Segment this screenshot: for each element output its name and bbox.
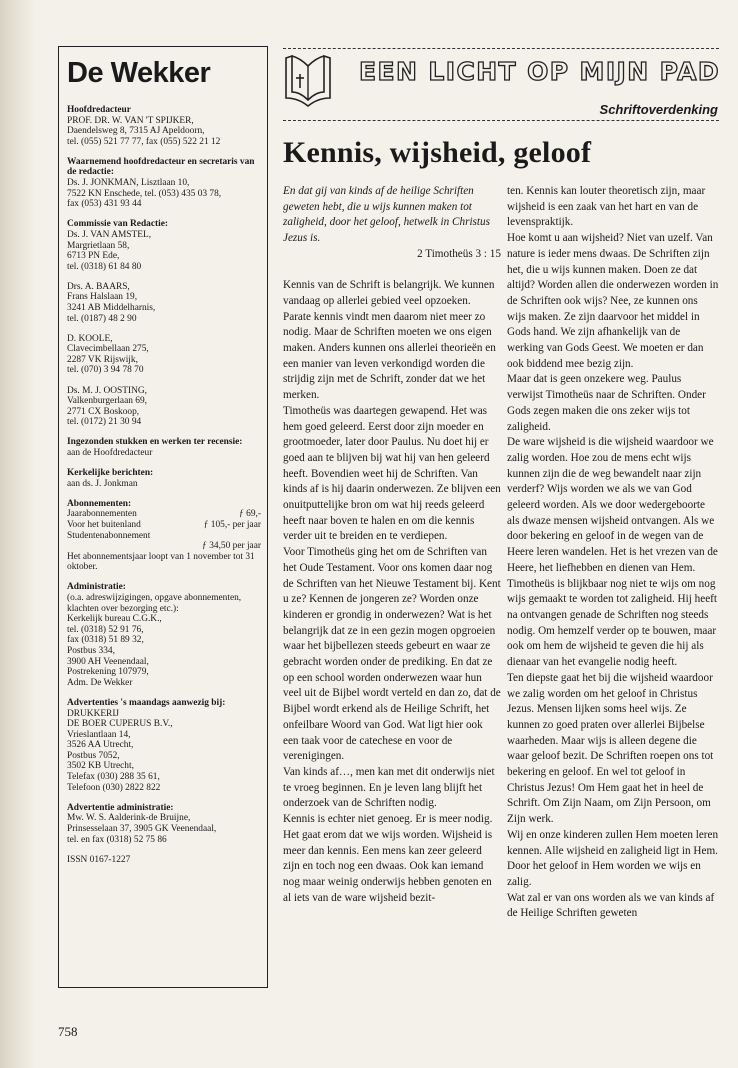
colophon-heading: Abonnementen: (67, 498, 132, 509)
paragraph: Ten diepste gaat het bij die wijsheid waardoor we zalig worden om het geloof in Christus Jezus. Mensen lijken soms heel wijs. Ze kunnen zo goed praten over allerlei Bijbelse waarheden. Maar wijs is alleen degene die waar geloof bezit. De Schriften roepen ons tot bekering en geloof. En wel tot geloof in Christus Jezus! Om Hem gaat het in heel de Schrift. Om Zijn Naam, om Zijn Persoon, om Zijn werk. (507, 671, 714, 826)
scripture-reference: 2 Timotheüs 3 : 15 (417, 247, 501, 260)
paragraph: De ware wijsheid is die wijsheid waardoor we zalig worden. Hoe zou de mens echt wijs kunnen zijn die de weg bewandelt naar zijn verderf? Wijs worden we als we van God geleerd worden. Als we door wedergeboorte als dwaze mensen wijsheid ontvangen. Als we door bekering en geloof in de wegen van de Heere leren wandelen. Het is het vrezen van de Heere, het liefhebben en dienen van Hem. (507, 436, 718, 574)
colophon-line: fax (053) 431 93 44 (67, 199, 142, 210)
colophon-section (67, 855, 261, 866)
colophon-line: tel. (0318) 52 91 76, (67, 624, 144, 635)
colophon-line: Margrietlaan 58, (67, 240, 130, 251)
colophon-line: Telefax (030) 288 35 61, (67, 772, 160, 783)
paragraph: Hoe komt u aan wijsheid? Niet van uzelf. Van nature is ieder mens dwaas. De Schriften zijn het, die u wijs kunnen maken. Doen ze dat altijd? Worden allen die onderwezen worden in de Schriften ook wijs? Nee, ze kunnen ons wijs maken. Ze zijn daarvoor het middel in Gods hand. We zijn afhankelijk van de werking van Gods Geest. We moeten er dan ook biddend mee bezig zijn. (507, 232, 719, 370)
colophon-line: Ds. M. J. OOSTING, (67, 385, 147, 396)
colophon-line: 2771 CX Boskoop, (67, 406, 140, 417)
colophon-line: aan ds. J. Jonkman (67, 478, 138, 489)
paragraph: Van kinds af…, men kan met dit onderwijs niet te vroeg beginnen. En je leven lang blijft het onderzoek van de Schriften nodig. (283, 766, 495, 810)
colophon-line: DRUKKERIJ (67, 708, 120, 719)
colophon-line: Valkenburgerlaan 69, (67, 396, 148, 407)
colophon-line: Postrekening 107979, (67, 667, 149, 678)
paragraph: Timotheüs is blijkbaar nog niet te wijs om nog wijs gemaakt te worden tot zaligheid. Hij heeft na ontvangen genade de Schriften nog steeds nodig. Om hemzelf verder op te bouwen, maar ook om hem de wijsheid te geven die hij als dienaar van het evangelie nodig heeft. (507, 577, 718, 669)
colophon-line: tel. (055) 521 77 77, fax (055) 522 21 12 (67, 136, 221, 147)
colophon-section (67, 334, 261, 376)
colophon-line: Kerkelijk bureau C.G.K., (67, 614, 162, 625)
subscription-price: ƒ 34,50 per jaar (202, 541, 261, 552)
paragraph: Timotheüs was daartegen gewapend. Het was hem goed geleerd. Eerst door zijn moeder en grootmoeder, later door Paulus. Nu doet hij er goed aan te blijven bij wat hij van hen geleerd heeft. Bovendien weet hij de Schriften. Van kinds af is hij daarin onderwezen. Ze blijven een onuitputtelijke bron om wat hij reeds geleerd heeft naar boven te halen en om die kennis verder uit te breiden en te verdiepen. (283, 404, 501, 543)
masthead-title: De Wekker (67, 57, 211, 89)
colophon-line: Clavecimbellaan 275, (67, 344, 149, 355)
subscription-note: Het abonnementsjaar loopt van 1 november tot 31 oktober. (67, 551, 255, 573)
colophon-line: Ds. J. VAN AMSTEL, (67, 229, 152, 240)
colophon-line: tel. (0318) 61 84 80 (67, 261, 142, 272)
banner-top-rule (283, 48, 719, 49)
colophon-section (67, 157, 261, 210)
article-column-1 (283, 184, 501, 906)
colophon-line: Postbus 334, (67, 646, 115, 657)
paragraph: Kennis is echter niet genoeg. Er is meer nodig. Het gaat erom dat we wijs worden. Wijsheid is meer dan kennis. Een mens kan zeer geleerd zijn en toch nog een dwaas. Ook kan iemand nog maar weinig onderwijs hebben genoten en al iets van de ware wijsheid bezit- (283, 813, 493, 904)
colophon-line: 2287 VK Rijswijk, (67, 354, 138, 365)
colophon-heading: Advertenties 's maandags aanwezig bij: (67, 697, 226, 708)
page-number: 758 (58, 1024, 78, 1039)
colophon-line: 3900 AH Veenendaal, (67, 656, 149, 667)
colophon-section (67, 437, 261, 458)
colophon-section (67, 468, 261, 489)
colophon-line: Postbus 7052, (67, 750, 120, 761)
colophon-line: 3502 KB Utrecht, (67, 761, 134, 772)
subscription-label: Voor het buitenland (67, 520, 141, 530)
colophon-line: Daendelsweg 8, 7315 AJ Apeldoorn, (67, 126, 205, 137)
colophon-line: 3241 AB Middelharnis, (67, 303, 156, 313)
colophon-section (67, 803, 261, 845)
article-column-2 (507, 184, 719, 922)
colophon-line: 3526 AA Utrecht, (67, 740, 134, 751)
colophon-line: Frans Halslaan 19, (67, 292, 138, 303)
paragraph: ten. Kennis kan louter theoretisch zijn, maar wijsheid is een zaak van het hart en van de levenspraktijk. (507, 185, 706, 229)
colophon-heading: Advertentie administratie: (67, 802, 174, 813)
colophon-line: Ds. J. JONKMAN, Lisztlaan 10, (67, 178, 190, 189)
colophon-line: 7522 KN Enschede, tel. (053) 435 03 78, (67, 188, 222, 199)
colophon-section (67, 282, 261, 324)
colophon-line: tel. (0172) 21 30 94 (67, 417, 142, 428)
colophon-line: Adm. De Wekker (67, 677, 133, 688)
paragraph: Kennis van de Schrift is belangrijk. We kunnen vandaag op allerlei gebied veel opzoeken. Parate kennis vindt men daarom niet meer zo nodig. Maar de Schriften moeten we ons eigen maken. Anders kunnen ons allerlei theorieën en een manier van leven verkondigd worden die strijdig zijn met de Schrift, zonder dat we het merken. (283, 279, 496, 402)
article-title: Kennis, wijsheid, geloof (283, 136, 592, 169)
colophon-heading: Commissie van Redactie: (67, 219, 169, 230)
colophon-line: D. KOOLE, (67, 333, 113, 344)
colophon-heading: Ingezonden stukken en werken ter recensie: (67, 437, 243, 448)
section-banner: EEN LICHT OP MIJN PAD (359, 57, 720, 86)
colophon-line: tel. (0187) 48 2 90 (67, 313, 137, 324)
colophon-line: 6713 PN Ede, (67, 251, 120, 262)
colophon-heading: Waarnemend hoofdredacteur en secretaris van de redactie: (67, 156, 255, 178)
colophon-section (67, 105, 261, 147)
subscription-price: ƒ 105,- per jaar (203, 520, 261, 530)
colophon-section (67, 582, 261, 688)
colophon-line: Vrieslantlaan 14, (67, 729, 131, 740)
paragraph: Maar dat is geen onzekere weg. Paulus verwijst Timotheüs naar de Schriften. Onder Gods zegen maken die ons zeker wijs tot zaligheid. (507, 373, 706, 433)
colophon-section (67, 219, 261, 272)
masthead-colophon (67, 105, 261, 875)
paragraph: Wij en onze kinderen zullen Hem moeten leren kennen. Alle wijsheid en zaligheid ligt in Hem. Door het geloof in Hem worden we wijs en zalig. (507, 828, 719, 888)
banner-bottom-rule (283, 120, 719, 121)
scripture-verse: En dat gij van kinds af de heilige Schriften geweten hebt, die u wijs kunnen maken tot zaligheid, door het geloof, hetwelk in Christus Jezus is. (283, 185, 490, 245)
paragraph: Voor Timotheüs ging het om de Schriften van het Oude Testament. Voor ons komen daar nog de Schriften van het Nieuwe Testament bij. Kent u ze? Kennen de jongeren ze? Worden onze kinderen er grondig in onderwezen? Wat is het belangrijk dat ze in een gezin mogen opgroeien waar het bijbellezen steeds gebeurt en waar ze gebracht worden onder de prediking. En dat ze op een school worden onderwezen waar hun veel uit de Bijbel wordt verteld en dan zo, dat de Bijbel wordt erkend als de Heilige Schrift, het onfeilbare Woord van God. Wat ligt hier ook een taak voor de catechese en voor de verenigingen. (283, 546, 501, 763)
colophon-line: tel. (070) 3 94 78 70 (67, 365, 144, 376)
colophon-line: PROF. DR. W. VAN 'T SPIJKER, (67, 115, 194, 126)
subscription-row (67, 531, 261, 542)
subscriptions-section (67, 499, 261, 573)
subscription-label: Jaarabonnementen (67, 509, 137, 520)
colophon-section (67, 698, 261, 793)
subscription-price: ƒ 69,- (239, 509, 261, 520)
subscription-row (67, 520, 261, 531)
subscription-row (67, 509, 261, 520)
page-binding-shadow (0, 0, 36, 1068)
colophon-line: Mw. W. S. Aalderink-de Bruijne, (67, 813, 191, 824)
colophon-heading: Kerkelijke berichten: (67, 468, 154, 479)
paragraph: Wat zal er van ons worden als we van kinds af de Heilige Schriften geweten (507, 891, 715, 920)
colophon-section (67, 386, 261, 428)
colophon-line: (o.a. adreswijzigingen, opgave abonnementen, klachten over bezorging etc.): (67, 593, 242, 614)
colophon-line: Prinsesselaan 37, 3905 GK Veenendaal, (67, 823, 217, 834)
colophon-line: Telefoon (030) 2822 822 (67, 782, 161, 793)
subscription-label: Studentenabonnement (67, 530, 151, 541)
colophon-line: aan de Hoofdredacteur (67, 448, 153, 459)
colophon-line: fax (0318) 51 89 32, (67, 635, 144, 646)
open-bible-icon (282, 52, 334, 108)
masthead-box (58, 46, 268, 988)
colophon-line: tel. en fax (0318) 52 75 86 (67, 834, 167, 845)
colophon-line: ISSN 0167-1227 (67, 854, 131, 865)
colophon-line: Drs. A. BAARS, (67, 281, 130, 292)
colophon-heading: Hoofdredacteur (67, 105, 131, 115)
section-kicker: Schriftoverdenking (599, 102, 718, 117)
colophon-heading: Administratie: (67, 582, 126, 593)
colophon-line: DE BOER CUPERUS B.V., (67, 719, 173, 730)
